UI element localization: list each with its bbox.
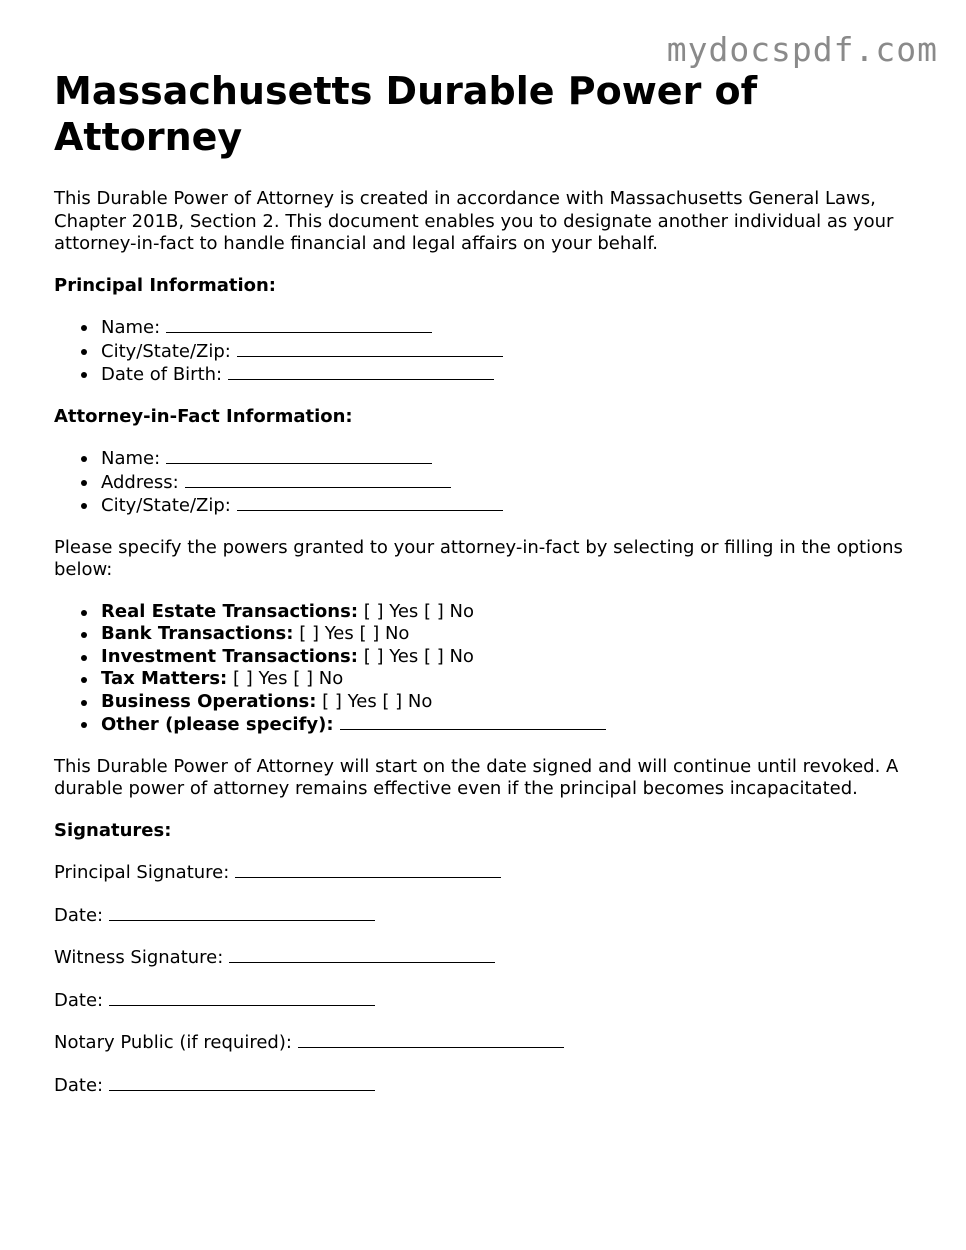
witness-signature-line [54,946,924,970]
power-options[interactable]: [ ] Yes [ ] No [363,645,474,667]
field-label: Name: [101,317,161,338]
line-label: Date: [54,989,104,1011]
notary-date-line [54,1074,924,1098]
field-label: City/State/Zip: [101,495,231,516]
witness-signature-blank[interactable] [229,946,495,963]
power-business [101,691,924,714]
power-label: Investment Transactions: [101,645,358,667]
durability-paragraph: This Durable Power of Attorney will start on the date signed and will continue until revoked. A durable power of attorney remains effective even if the principal becomes incapacitated. [54,755,899,799]
line-label: Notary Public (if required): [54,1032,292,1053]
principal-city-blank[interactable] [237,340,503,357]
witness-date-line [54,989,924,1013]
principal-fields [54,316,924,387]
line-label: Date: [54,904,104,926]
power-options[interactable]: [ ] Yes [ ] No [232,668,344,689]
principal-dob-item [101,363,924,387]
power-options[interactable]: [ ] Yes [ ] No [363,600,474,622]
attorney-address-blank[interactable] [185,471,451,488]
line-label: Date: [54,1074,104,1096]
attorney-city-blank[interactable] [237,494,503,511]
power-label: Other (please specify): [101,714,334,735]
principal-heading: Principal Information: [54,274,277,296]
attorney-name-blank[interactable] [166,447,432,464]
principal-date-line [54,904,924,928]
power-other [101,713,924,737]
power-tax [101,668,924,691]
line-label: Witness Signature: [54,947,224,968]
power-label: Bank Transactions: [101,623,294,644]
notary-line [54,1031,924,1055]
signatures-heading: Signatures: [54,819,172,841]
witness-date-blank[interactable] [109,989,375,1006]
power-bank [101,623,924,646]
attorney-fields [54,447,924,518]
notary-date-blank[interactable] [109,1074,375,1091]
principal-dob-blank[interactable] [228,363,494,380]
power-real-estate [101,601,924,624]
principal-city-item [101,340,924,364]
power-label: Business Operations: [101,690,317,712]
principal-name-blank[interactable] [166,316,432,333]
line-label: Principal Signature: [54,862,230,883]
attorney-name-item [101,447,924,471]
attorney-heading: Attorney-in-Fact Information: [54,405,353,427]
intro-paragraph: This Durable Power of Attorney is created in accordance with Massachusetts General Laws, Chapter 201B, Section 2. This document enables you to designate another individual as your attorney-in-fact to handle financial and legal affairs on your behalf. [54,188,894,254]
document-title: Massachusetts Durable Power of Attorney [54,69,758,159]
powers-intro: Please specify the powers granted to your attorney-in-fact by selecting or filling in the options below: [54,536,903,580]
principal-signature-blank[interactable] [235,861,501,878]
principal-name-item [101,316,924,340]
principal-signature-line [54,861,924,885]
attorney-address-item [101,471,924,495]
principal-date-blank[interactable] [109,904,375,921]
field-label: Address: [101,471,179,493]
power-label: Real Estate Transactions: [101,600,359,622]
notary-blank[interactable] [298,1031,564,1048]
field-label: Name: [101,448,161,469]
powers-list [54,601,924,737]
power-other-blank[interactable] [340,713,606,730]
watermark: mydocspdf.com [666,30,938,69]
document-page [54,68,924,1097]
field-label: City/State/Zip: [101,340,231,362]
power-options[interactable]: [ ] Yes [ ] No [322,690,433,712]
power-options[interactable]: [ ] Yes [ ] No [299,623,410,644]
field-label: Date of Birth: [101,364,223,385]
attorney-city-item [101,494,924,518]
power-label: Tax Matters: [101,668,228,689]
power-investment [101,646,924,669]
